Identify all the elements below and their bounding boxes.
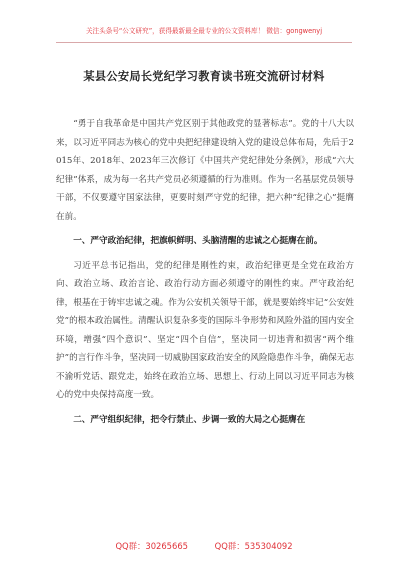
header-banner: 关注头条号“公文研究”，获得最新最全最专业的公文资料库！ 微信：gongwenyj xyxy=(85,27,323,35)
document-body xyxy=(56,115,354,435)
footer-qq-group-1: QQ群：30265665 xyxy=(115,541,188,551)
footer-qq-group-2: QQ群：535304092 xyxy=(214,541,293,551)
header-divider xyxy=(56,42,352,43)
paragraph-intro: “勇于自我革命是中国共产党区别于其他政党的显著标志”。党的十八大以来，以习近平同志为核心的党中央把纪律建设纳入党的建设总体布局，先后于2015年、2018年、2023年三次修订《中国共产党纪律处分条例》，形成“六大纪律”体系，成为每一名共产党员必须遵循的行为准则。作为一名基层党员领导干部，不仅要遵守国家法律，更要时刻严守党的纪律，把六种“纪律之心”挺膺在前。 xyxy=(56,119,354,222)
document-title: 某县公安局长党纪学习教育读书班交流研讨材料 xyxy=(83,70,325,83)
section-heading-2: 二、严守组织纪律，把令行禁止、步调一致的大局之心挺膺在 xyxy=(73,414,306,425)
section-heading-1: 一、严守政治纪律，把旗帜鲜明、头脑清醒的忠诚之心挺膺在前。 xyxy=(73,236,323,246)
footer-contacts xyxy=(56,540,352,552)
paragraph-section-1: 习近平总书记指出，党的纪律是刚性约束，政治纪律更是全党在政治方向、政治立场、政治言论、政治行动方面必须遵守的刚性约束。严守政治纪律，根基在于铸牢忠诚之魂。作为公安机关领导干部，就是要始终牢记“公安姓党”的根本政治属性。清醒认识复杂多变的国际斗争形势和风险外溢的国内安全环境，增强“四个意识”、坚定“四个自信”，坚决同一切违背和损害“两个维护”的言行作斗争，坚决同一切威胁国家政治安全的风险隐患作斗争，确保无志不渝听党话、跟党走，始终在政治立场、思想上、行动上同以习近平同志为核心的党中央保持高度一致。 xyxy=(56,260,354,400)
